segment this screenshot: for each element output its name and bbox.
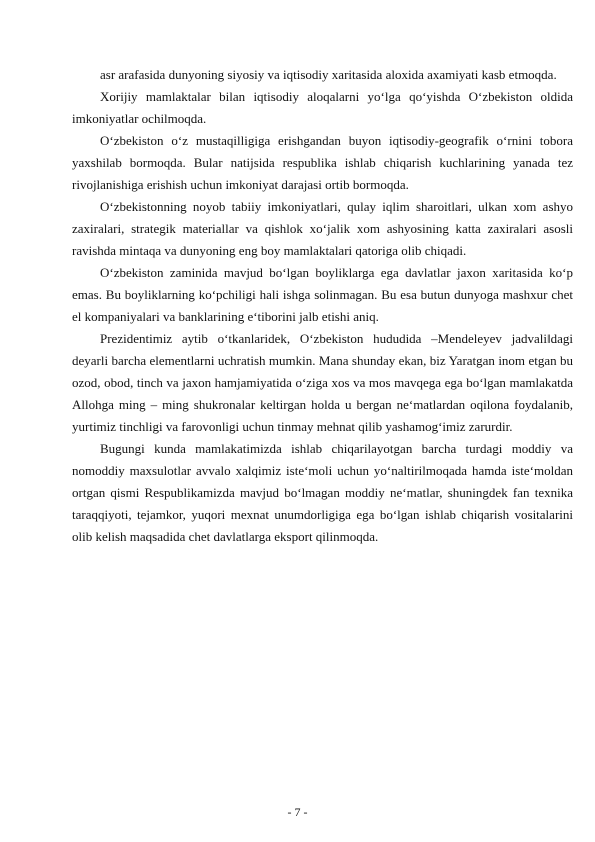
paragraph-1: asr arafasida dunyoning siyosiy va iqtisodiy xaritasida aloxida axamiyati kasb etmoqda. bbox=[100, 67, 557, 82]
paragraph-5: O‘zbekiston zaminida mavjud bo‘lgan boyliklarga ega davlatlar jaxon xaritasida ko‘p emas. Bu boyliklarning ko‘pchiligi hali ishga solinmagan. Bu esa butun dunyoga mashxur chet el kompaniyalari va banklarining e‘tiborini jalb etishi aniq. bbox=[72, 265, 573, 324]
paragraph-7: Bugungi kunda mamlakatimizda ishlab chiqarilayotgan barcha turdagi moddiy va nomoddiy maxsulotlar avvalo xalqimiz iste‘moli uchun yo‘naltirilmoqada hamda iste‘moldan ortgan qismi Respublikamizda mavjud bo‘lmagan moddiy ne‘matlar, shuningdek fan texnika taraqqiyoti, tejamkor, yuqori mexnat unumdorligiga ega bo‘lgan ishlab chiqarish vositalarini olib kelish maqsadida chet davlatlarga eksport qilinmoqda. bbox=[72, 441, 573, 544]
paragraph-4: O‘zbekistonning noyob tabiiy imkoniyatlari, qulay iqlim sharoitlari, ulkan xom ashyo zaxiralari, strategik materiallar va qishlok xo‘jalik xom ashyosining katta zaxiralari asosli ravishda mintaqa va dunyoning eng boy mamlaktalari qatoriga olib chiqadi. bbox=[72, 199, 573, 258]
page-number: - 7 - bbox=[287, 805, 308, 819]
paragraph-2: Xorijiy mamlaktalar bilan iqtisodiy aloqalarni yo‘lga qo‘yishda O‘zbekiston oldida imkoniyatlar ochilmoqda. bbox=[72, 89, 573, 126]
paragraph-6: Prezidentimiz aytib o‘tkanlaridek, O‘zbekiston hududida ‒Mendeleyev jadvali‖dagi deyarli barcha elementlarni uchratish mumkin. Mana shunday ekan, biz Yaratgan inom etgan bu ozod, obod, tinch va jaxon hamjamiyatida o‘ziga xos va mos mavqega ega bo‘lgan mamlakatda Allohga ming – ming shukronalar keltirgan holda u bergan ne‘matlardan oqilona foydalanib, yurtimiz tinchligi va farovonligi uchun tinmay mehnat qilib yashamog‘imiz zarurdir. bbox=[72, 331, 573, 434]
page-body bbox=[72, 64, 573, 548]
paragraph-3: O‘zbekiston o‘z mustaqilligiga erishgandan buyon iqtisodiy-geografik o‘rnini tobora yaxshilab bormoqda. Bular natijsida respublika ishlab chiqarish kuchlarining yanada tez rivojlanishiga erishish uchun imkoniyat darajasi ortib bormoqda. bbox=[72, 133, 573, 192]
